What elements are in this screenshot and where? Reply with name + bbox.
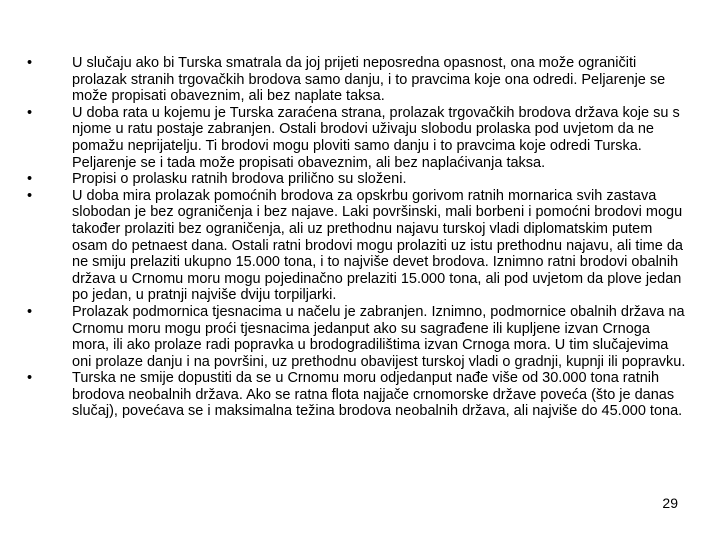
bullet-item [27,105,687,171]
bullet-icon: • [27,55,33,71]
bullet-icon: • [27,370,33,387]
bullet-icon: • [27,303,33,320]
bullet-icon: • [27,104,33,121]
bullet-text: Turska ne smije dopustiti da se u Crnomu moru odjedanput nađe više od 30.000 tona ratnih brodova neobalnih država. Ako se ratna flota najjače crnomorske države poveća (što je danas slučaj), povećava se i maksimalna težina brodova neobalnih država, ali najviše do 45.000 tona. [72,370,683,420]
bullet-text: Prolazak podmornica tjesnacima u načelu je zabranjen. Iznimno, podmornice obalnih država na Crnomu moru mogu proći tjesnacima jedanput ako su sagrađene ili kupljene izvan Crnoga mora, ili ako prolaze radi popravka u brodogradilištima izvan Crnoga mora. U tim slučajevima oni prolaze danju i na površini, uz prethodnu obavijest turskoj vladi o gradnji, kupnji ili popravku. [72,303,686,370]
bullet-text: Propisi o prolasku ratnih brodova prilično su složeni. [72,171,407,188]
bullet-item [27,188,687,304]
bullet-item [27,304,687,370]
page-number: 29 [662,495,678,511]
bullet-text: U doba rata u kojemu je Turska zaraćena strana, prolazak trgovačkih brodova država koje su s njome u ratu postaje zabranjen. Ostali brodovi uživaju slobodu prolaska pod uvjetom da ne pomažu neprijatelju. Ti brodovi mogu ploviti samo danju i to pravcima koje odredi Turska. Peljarenje se i tada može propisati obaveznim, ali bez naplaćivanja taksa. [72,104,680,171]
bullet-icon: • [27,187,33,204]
bullet-text: U slučaju ako bi Turska smatrala da joj prijeti neposredna opasnost, ona može ograničiti prolazak stranih trgovačkih brodova samo danju, i to pravcima koje ona odredi. Peljarenje se može propisati obaveznim, ali bez naplate taksa. [72,55,666,105]
bullet-icon: • [27,171,33,188]
bullet-text: U doba mira prolazak pomoćnih brodova za opskrbu gorivom ratnih mornarica svih zastava slobodan je bez ograničenja i bez najave. Laki površinski, mali borbeni i pomoćni brodovi mogu također prolaziti bez ograničenja, ali uz prethodnu najavu turskoj vladi diplomatskim putem osam do petnaest dana. Ostali ratni brodovi mogu prolaziti uz istu prethodnu najavu, ali time da ne smiju prelaziti ukupno 15.000 tona, i to najviše devet brodova. Iznimno ratni brodovi obalnih država u Crnomu moru mogu pojedinačno prelaziti 15.000 tona, ali pod uvjetom da plove jedan po jedan, u pratnji najviše dviju torpiljarki. [72,187,683,304]
bullet-item [27,55,687,105]
bullet-item [27,171,687,188]
bullet-list [27,55,687,420]
bullet-item [27,370,687,420]
